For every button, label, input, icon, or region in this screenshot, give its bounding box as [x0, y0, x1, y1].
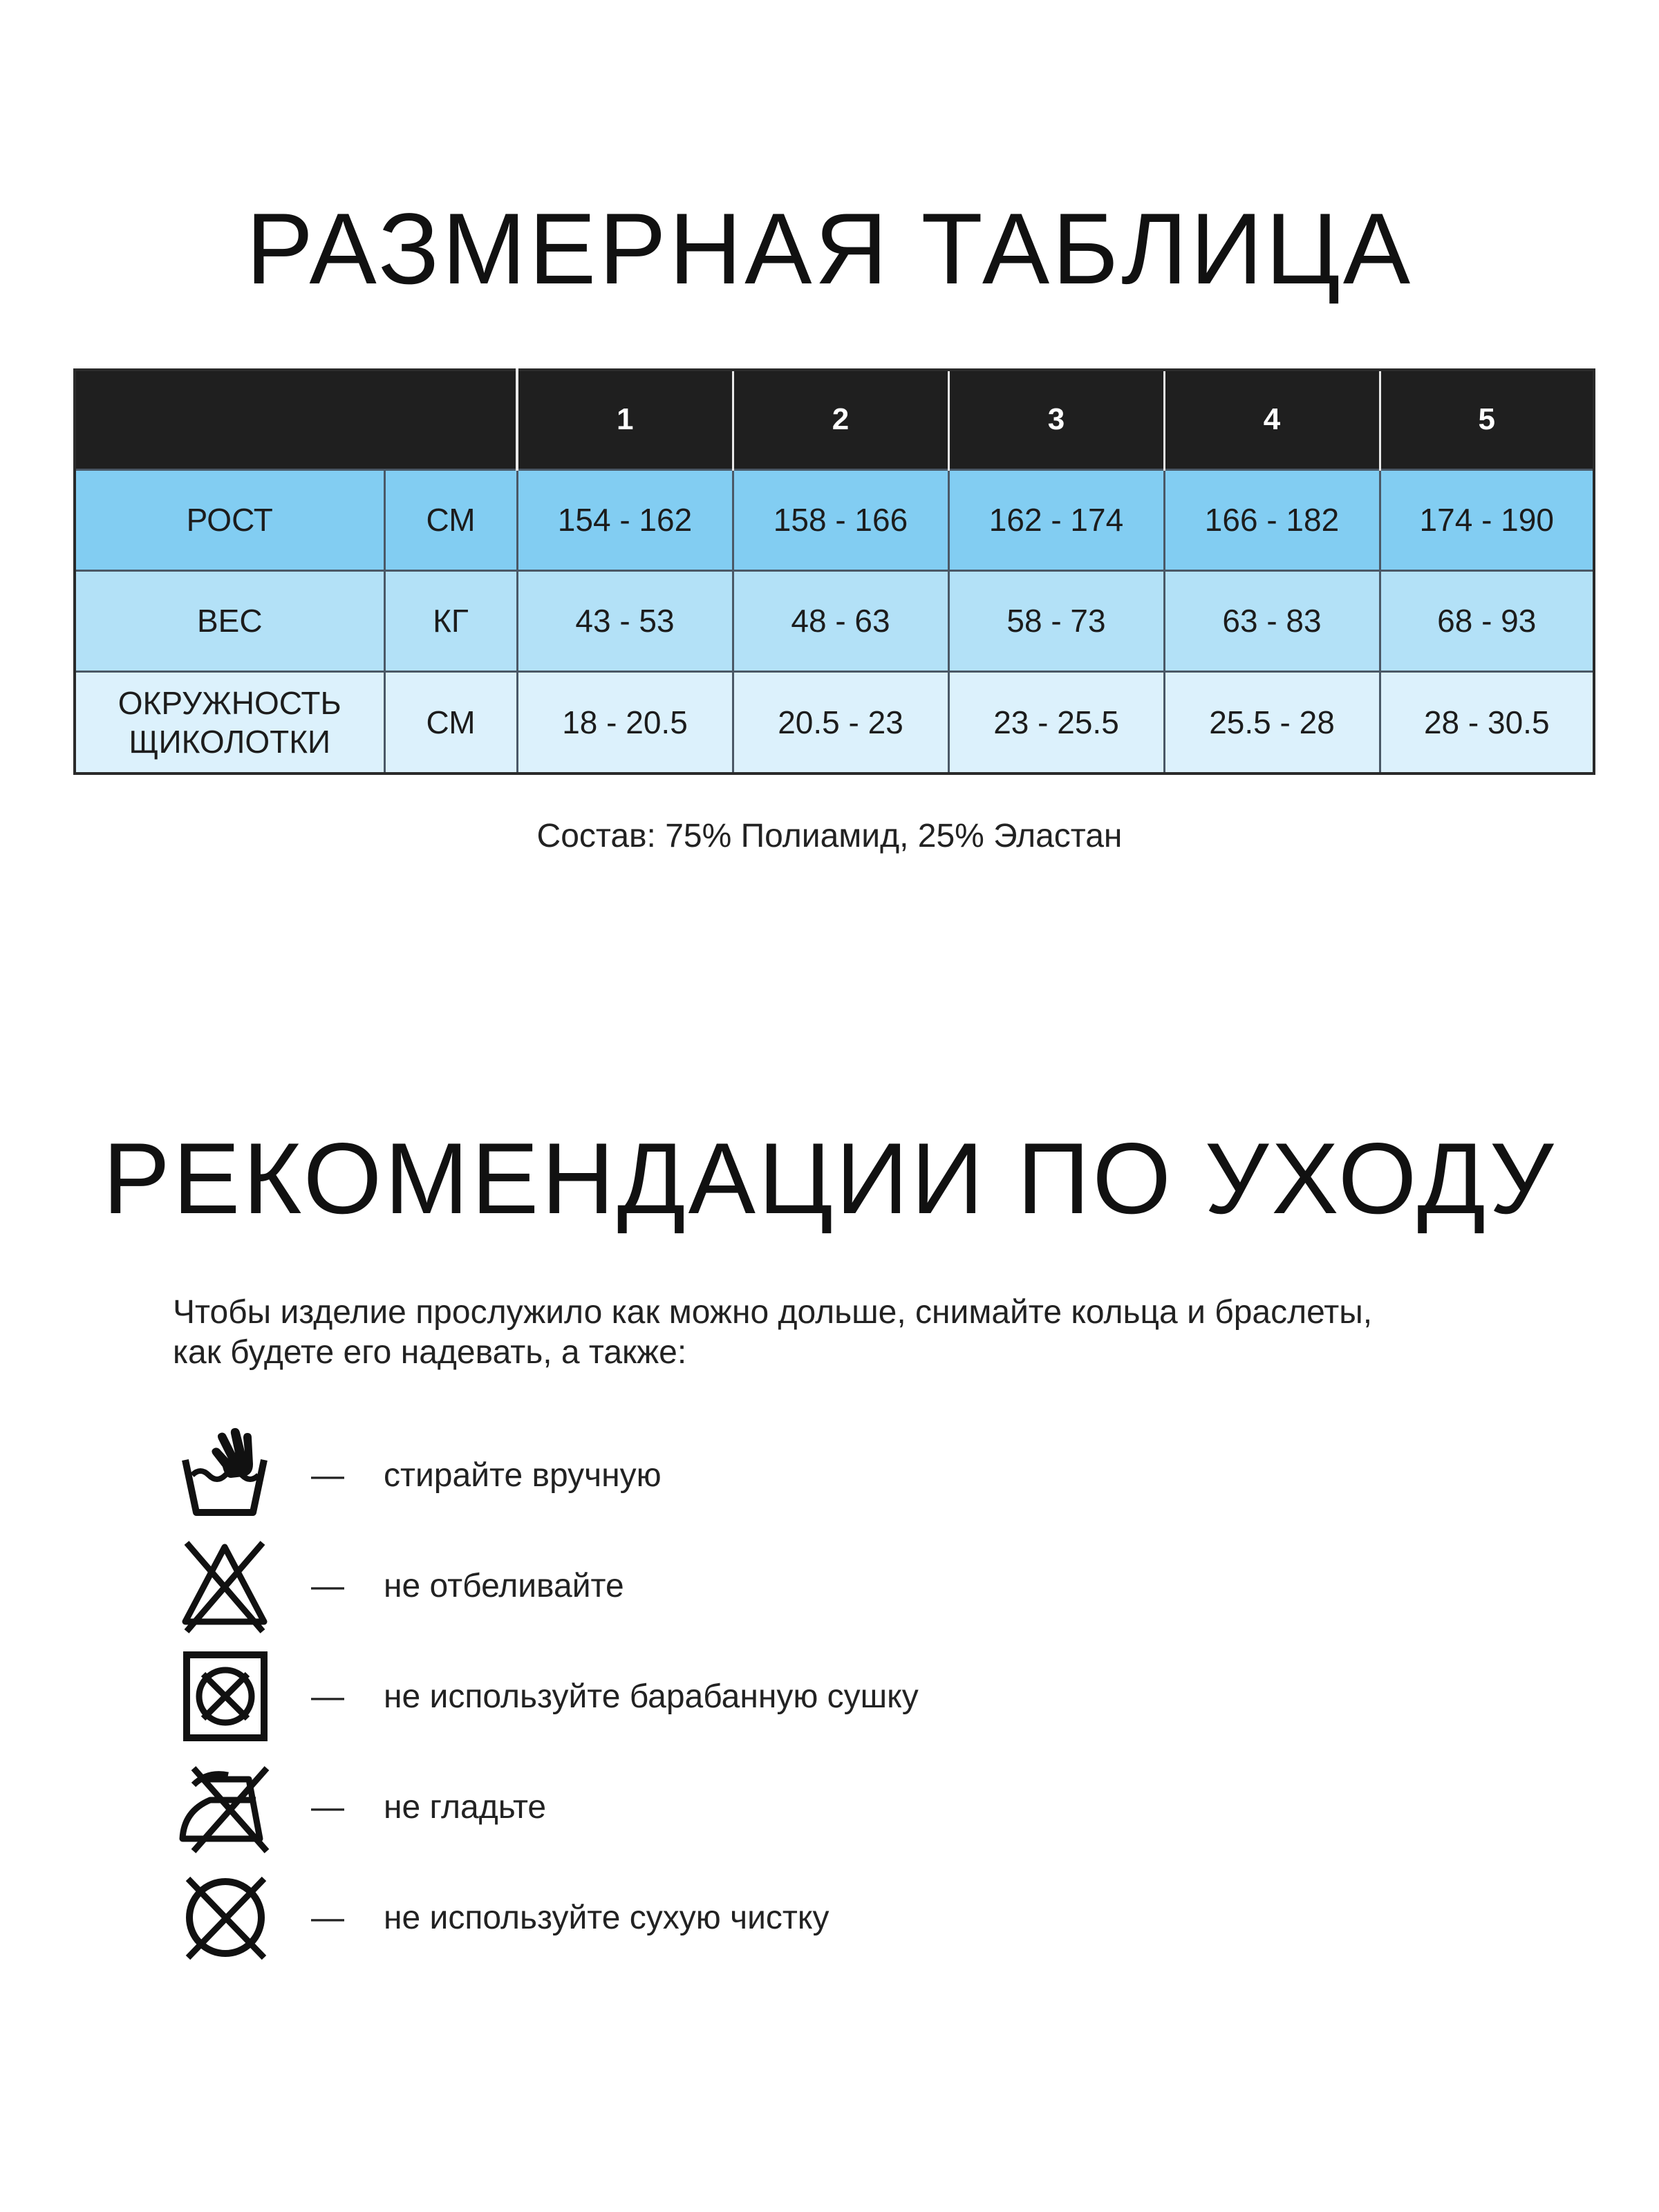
no-tumble-dry-icon — [173, 1645, 276, 1749]
care-intro-line: как будете его надевать, а также: — [173, 1334, 687, 1371]
care-text: не используйте сухую чистку — [384, 1900, 830, 1936]
care-intro-line: Чтобы изделие прослужило как можно дольше, снимайте кольца и браслеты, — [173, 1294, 1373, 1331]
table-cell: 20.5 - 23 — [733, 671, 948, 774]
row-unit: СМ — [384, 671, 517, 774]
care-text: стирайте вручную — [384, 1457, 662, 1494]
care-item — [173, 1424, 1417, 1528]
care-item — [173, 1756, 1417, 1859]
composition-text: Состав: 75% Полиамид, 25% Эластан — [536, 818, 1123, 854]
table-cell: 68 - 93 — [1380, 570, 1594, 671]
size-header-cell: 1 — [517, 370, 733, 469]
table-cell: 23 - 25.5 — [948, 671, 1164, 774]
table-cell: 162 - 174 — [948, 469, 1164, 570]
table-row-ankle — [75, 671, 1594, 774]
size-chart-title: РАЗМЕРНАЯ ТАБЛИЦА — [245, 192, 1414, 305]
care-dash: — — [311, 1568, 344, 1604]
table-cell: 43 - 53 — [517, 570, 733, 671]
row-label-line: ЩИКОЛОТКИ — [129, 723, 331, 760]
care-text: не гладьте — [384, 1789, 547, 1826]
table-cell: 25.5 - 28 — [1164, 671, 1380, 774]
care-dash: — — [311, 1900, 344, 1936]
table-cell: 166 - 182 — [1164, 469, 1380, 570]
size-header-cell: 5 — [1380, 370, 1594, 469]
table-cell: 174 - 190 — [1380, 469, 1594, 570]
care-item — [173, 1866, 1417, 1970]
row-unit: КГ — [384, 570, 517, 671]
care-text: не отбеливайте — [384, 1568, 624, 1604]
header-empty-cell — [75, 370, 517, 469]
table-cell: 18 - 20.5 — [517, 671, 733, 774]
table-cell: 63 - 83 — [1164, 570, 1380, 671]
size-header-cell: 2 — [733, 370, 948, 469]
row-label: ВЕС — [75, 570, 384, 671]
table-cell: 48 - 63 — [733, 570, 948, 671]
size-table — [73, 368, 1595, 775]
row-label-line: ОКРУЖНОСТЬ — [118, 684, 341, 721]
care-item — [173, 1535, 1417, 1638]
care-title: РЕКОМЕНДАЦИИ ПО УХОДУ — [102, 1122, 1557, 1235]
row-unit: СМ — [384, 469, 517, 570]
table-cell: 158 - 166 — [733, 469, 948, 570]
size-header-row — [75, 370, 1594, 469]
table-cell: 28 - 30.5 — [1380, 671, 1594, 774]
care-text: не используйте барабанную сушку — [384, 1678, 919, 1715]
table-cell: 58 - 73 — [948, 570, 1164, 671]
no-iron-icon — [173, 1756, 276, 1859]
care-dash: — — [311, 1678, 344, 1715]
care-item — [173, 1645, 1417, 1749]
care-dash: — — [311, 1789, 344, 1826]
no-bleach-icon — [173, 1535, 276, 1638]
row-label — [75, 671, 384, 774]
size-header-cell: 4 — [1164, 370, 1380, 469]
row-label: РОСТ — [75, 469, 384, 570]
hand-wash-icon — [173, 1424, 276, 1528]
table-row-weight — [75, 570, 1594, 671]
care-intro — [173, 1293, 1486, 1373]
no-dry-clean-icon — [173, 1866, 276, 1970]
care-dash: — — [311, 1457, 344, 1494]
table-cell: 154 - 162 — [517, 469, 733, 570]
table-row-height — [75, 469, 1594, 570]
size-header-cell: 3 — [948, 370, 1164, 469]
